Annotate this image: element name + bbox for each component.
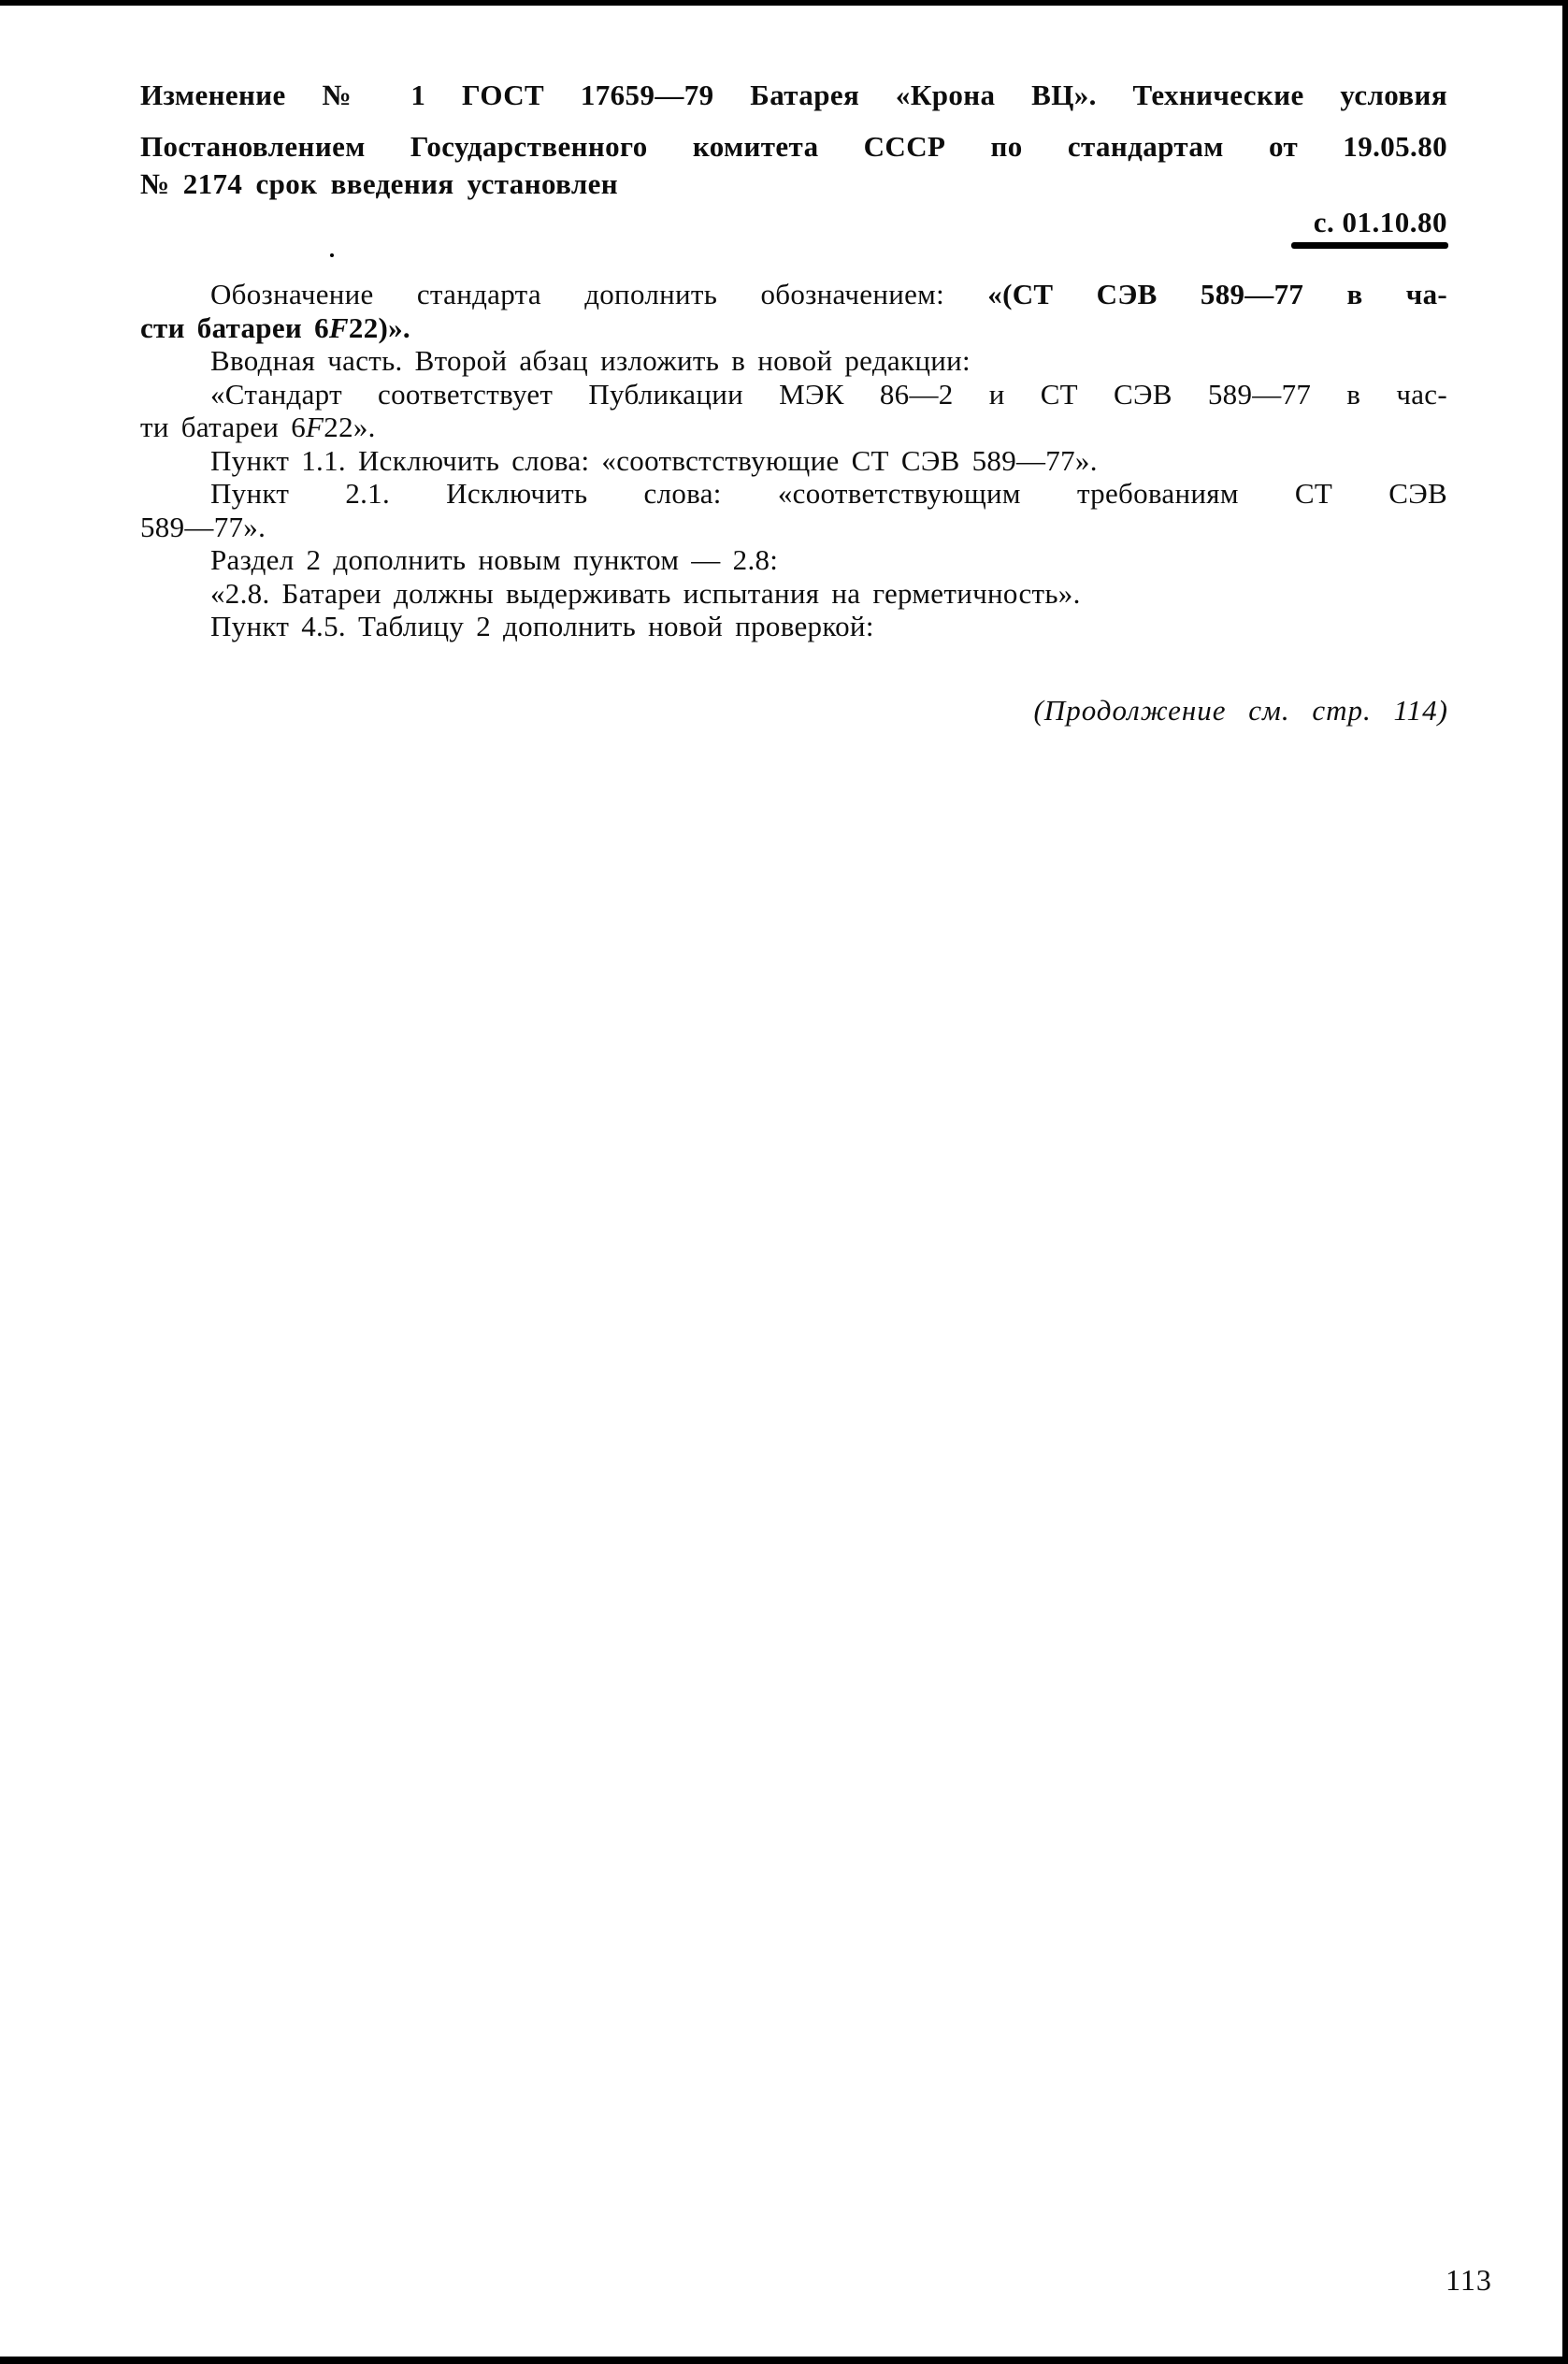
text-segment: Изменение № 1 ГОСТ 17659—79 Батарея «Крона ВЦ». Технические условия xyxy=(140,79,1447,111)
text-line xyxy=(140,128,1447,166)
scan-border-bottom xyxy=(0,2357,1568,2364)
text-segment: «2.8. Батареи должны выдерживать испытания на герметичность». xyxy=(210,576,1081,610)
scan-border-right xyxy=(1562,0,1568,2364)
text-line xyxy=(140,378,1447,411)
text-segment: F xyxy=(328,310,349,344)
text-line xyxy=(140,344,1447,378)
text-segment: 589—77». xyxy=(140,510,266,543)
text-segment: Обозначение стандарта дополнить обозначением: xyxy=(210,278,988,310)
text-line xyxy=(140,411,1447,444)
text-segment: Пункт 1.1. Исключить слова: «соотвстствующие СТ СЭВ 589—77». xyxy=(210,443,1098,477)
text-line xyxy=(140,610,1447,643)
text-line xyxy=(140,477,1447,511)
text-line xyxy=(140,511,1447,544)
text-segment: 22». xyxy=(324,411,376,443)
text-segment: № 2174 срок введения установлен xyxy=(140,167,619,200)
text-segment: Вводная часть. Второй абзац изложить в новой редакции: xyxy=(210,344,971,377)
text-segment: «(СТ СЭВ 589—77 в ча- xyxy=(987,278,1447,310)
text-segment: ти батареи 6 xyxy=(140,411,307,443)
page-number: 113 xyxy=(1446,2263,1492,2297)
text-segment: Постановлением Государственного комитета СССР по стандартам от 19.05.80 xyxy=(140,130,1447,163)
text-segment: «Стандарт соответствует Публикации МЭК 86—2 и СТ СЭВ 589—77 в час- xyxy=(210,377,1447,411)
text-line xyxy=(140,77,1447,114)
text-line xyxy=(140,311,1447,345)
text-segment: Пункт 2.1. Исключить слова: «соответствующим требованиям СТ СЭВ xyxy=(210,477,1447,510)
text-segment: 22)». xyxy=(348,310,410,344)
effective-date: с. 01.10.80 xyxy=(1313,206,1447,238)
scan-artifact-dot xyxy=(330,253,334,257)
text-line xyxy=(140,444,1447,478)
scan-border-top xyxy=(0,0,1568,6)
text-line xyxy=(140,166,1447,203)
text-segment: Раздел 2 дополнить новым пунктом — 2.8: xyxy=(210,543,779,576)
text-line xyxy=(140,543,1447,577)
text-line xyxy=(140,577,1447,611)
text-segment: Пункт 4.5. Таблицу 2 дополнить новой проверкой: xyxy=(210,610,874,642)
text-line xyxy=(140,278,1447,311)
text-segment: сти батареи 6 xyxy=(140,310,329,344)
text-segment: F xyxy=(306,411,324,443)
document-header xyxy=(140,77,1447,203)
continuation-note: (Продолжение см. стр. 114) xyxy=(1033,694,1448,727)
effective-date-underline xyxy=(1291,242,1448,249)
document-body xyxy=(140,278,1447,643)
